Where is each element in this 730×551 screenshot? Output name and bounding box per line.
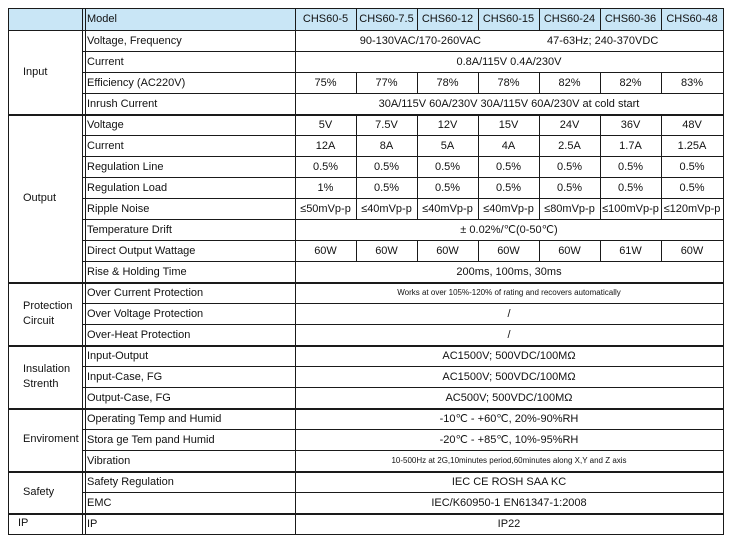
value-cell: 1.7A [619,139,642,152]
model-column-divider [417,156,418,177]
param-label: Over Voltage Protection [87,307,204,320]
model-column-divider [539,156,540,177]
value-cell: ≤40mVp-p [422,202,473,215]
model-column-divider [356,114,357,135]
span-cell: -10℃ - +60℃, 20%-90%RH [439,413,579,425]
model-header: CHS60-48 [661,8,723,30]
model-header: CHS60-12 [417,8,478,30]
param-label: Input-Output [87,349,149,362]
param-label: Over-Heat Protection [87,328,191,341]
param-label: Voltage, Frequency [87,34,182,47]
span-cell: 30A/115V 60A/230V 30A/115V 60A/230V at cold start [378,97,640,110]
value-cell: 0.5% [434,181,461,194]
span-cell: AC500V; 500VDC/100MΩ [445,391,573,404]
value-cell: ≤120mVp-p [663,202,721,215]
param-label: Regulation Line [87,160,164,173]
param-label: Regulation Load [87,181,168,194]
value-cell: 82% [619,76,642,89]
label-column-divider [82,8,83,534]
model-column-divider [600,156,601,177]
value-cell: 8A [379,139,394,152]
model-column-divider [600,198,601,219]
model-column-divider [600,240,601,261]
model-column-divider [356,72,357,93]
group-label-line: Insulation [23,362,71,375]
row-divider [82,177,723,178]
model-column-divider [661,156,662,177]
value-cell: 82% [558,76,581,89]
group-label-line: Enviroment [23,433,79,445]
model-column-divider [478,198,479,219]
row-divider [82,93,723,94]
value-cell: 1.25A [677,139,707,152]
param-label: Direct Output Wattage [87,244,196,257]
value-cell: 2.5A [558,139,581,152]
group-label [8,282,82,345]
value-cell: 0.5% [556,181,583,194]
span-part: 47-63Hz; 240-370VDC [546,34,659,47]
model-column-divider [478,135,479,156]
value-cell: 60W [680,244,704,257]
model-column-divider [417,198,418,219]
span-cell: IP22 [497,517,521,530]
param-label: Safety Regulation [87,475,174,488]
model-column-divider [539,240,540,261]
table-border-right [723,8,724,535]
value-cell: ≤50mVp-p [300,202,351,215]
row-divider [82,471,723,472]
header-divider [8,30,723,31]
row-divider [82,303,723,304]
model-column-divider [478,156,479,177]
model-column-divider [600,72,601,93]
table-border-top [8,8,724,9]
group-label-line: Circuit [23,314,55,327]
group-label-line: Safety [23,485,55,498]
group-label-line: IP [18,517,29,529]
model-column-divider [661,240,662,261]
span-cell: / [507,307,511,320]
value-cell: 12A [315,139,336,152]
table-border-left [8,8,9,534]
span-cell: 0.8A/115V 0.4A/230V [456,55,562,68]
group-label [8,471,82,513]
span-part: 90-130VAC/170-260VAC [359,34,481,47]
row-divider [82,429,723,430]
model-header: CHS60-15 [478,8,539,30]
row-divider [82,240,723,241]
row-divider [82,156,723,157]
group-label-line: Output [23,191,57,204]
table-border-bottom [8,534,724,535]
model-header: CHS60-7.5 [356,8,417,30]
model-column-divider [661,72,662,93]
model-column-divider [661,177,662,198]
model-column-divider [356,156,357,177]
row-divider [82,366,723,367]
row-divider [82,114,723,115]
model-column-divider [356,177,357,198]
model-label: Model [82,8,295,30]
span-cell: ± 0.02%/℃(0-50℃) [460,224,558,236]
value-cell: 0.5% [617,160,644,173]
value-cell: 61W [619,244,642,257]
param-label: Over Current Protection [87,286,204,299]
value-cell: 78% [497,76,520,89]
param-label: Current [87,55,124,68]
model-column-divider [661,198,662,219]
param-label: Current [87,139,124,152]
model-column-divider [539,8,540,30]
value-cell: 77% [375,76,398,89]
model-column-divider [417,114,418,135]
model-column-divider [356,240,357,261]
value-column-divider [295,8,296,534]
model-column-divider [478,72,479,93]
header-left-blank [8,8,82,30]
row-divider [82,51,723,52]
span-cell: IEC/K60950-1 EN61347-1:2008 [431,496,587,509]
span-cell: AC1500V; 500VDC/100MΩ [442,370,576,383]
model-column-divider [356,135,357,156]
value-cell: 12V [437,118,458,131]
param-label: Operating Temp and Humid [87,412,222,425]
group-label [8,408,82,471]
param-label: Voltage [87,118,124,131]
model-column-divider [600,177,601,198]
value-cell: 0.5% [434,160,461,173]
param-label: IP [87,517,98,530]
model-column-divider [478,114,479,135]
row-divider [82,72,723,73]
span-cell: / [507,328,511,341]
row-divider [82,198,723,199]
param-label: Efficiency (AC220V) [87,76,186,89]
row-divider [82,450,723,451]
param-label: Input-Case, FG [87,370,163,383]
value-cell: 60W [497,244,520,257]
model-header: CHS60-24 [539,8,600,30]
value-cell: ≤40mVp-p [361,202,412,215]
row-divider [82,387,723,388]
param-label: Vibration [87,454,131,467]
param-label: Temperature Drift [87,223,172,236]
value-cell: 0.5% [679,160,705,173]
value-cell: 83% [680,76,704,89]
model-column-divider [417,8,418,30]
value-cell: 0.5% [373,181,400,194]
value-cell: ≤100mVp-p [602,202,659,215]
value-cell: 7.5V [375,118,398,131]
value-cell: 0.5% [312,160,339,173]
span-cell: IEC CE ROSH SAA KC [451,475,567,488]
span-cell [295,30,723,51]
group-label [8,345,82,408]
group-label-line: Input [23,65,48,78]
model-column-divider [661,8,662,30]
model-column-divider [600,135,601,156]
group-label [8,513,82,534]
value-cell: 60W [314,244,337,257]
row-divider [82,282,723,283]
model-header: CHS60-36 [600,8,661,30]
model-column-divider [661,135,662,156]
value-cell: 60W [558,244,581,257]
value-cell: ≤40mVp-p [483,202,534,215]
param-label: Inrush Current [87,97,158,110]
model-column-divider [539,177,540,198]
value-cell: 48V [682,118,702,131]
model-column-divider [539,72,540,93]
value-cell: 36V [620,118,641,131]
row-divider [82,492,723,493]
model-column-divider [417,177,418,198]
value-cell: 15V [498,118,519,131]
label-column-divider-inner [85,8,86,534]
param-label: EMC [87,496,112,509]
value-cell: 24V [559,118,580,131]
group-label-line: Strenth [23,377,59,390]
row-divider [82,324,723,325]
span-cell: 10-500Hz at 2G,10minutes period,60minutes along X,Y and Z axis [391,456,627,465]
model-column-divider [661,114,662,135]
model-column-divider [417,72,418,93]
group-label [8,30,82,114]
value-cell: 0.5% [373,160,400,173]
row-divider [82,345,723,346]
value-cell: 0.5% [556,160,583,173]
value-cell: 78% [436,76,459,89]
model-column-divider [539,114,540,135]
value-cell: 0.5% [679,181,705,194]
model-column-divider [356,198,357,219]
value-cell: 5V [318,118,333,131]
model-header: CHS60-5 [295,8,356,30]
value-cell: 60W [375,244,398,257]
model-column-divider [478,240,479,261]
model-column-divider [417,240,418,261]
param-label: Output-Case, FG [87,391,171,404]
value-cell: ≤80mVp-p [544,202,595,215]
value-cell: 5A [440,139,455,152]
model-column-divider [356,8,357,30]
row-divider [82,408,723,409]
value-cell: 4A [501,139,516,152]
group-label [8,114,82,282]
row-divider [82,135,723,136]
value-cell: 75% [314,76,337,89]
param-label: Ripple Noise [87,202,150,215]
model-column-divider [600,8,601,30]
value-cell: 0.5% [495,181,522,194]
param-label: Rise & Holding Time [87,265,187,278]
value-cell: 60W [436,244,459,257]
value-cell: 0.5% [617,181,644,194]
param-label: Stora ge Tem pand Humid [87,433,215,446]
model-column-divider [478,177,479,198]
model-column-divider [539,135,540,156]
model-column-divider [600,114,601,135]
value-cell: 1% [317,181,334,194]
model-column-divider [478,8,479,30]
span-cell: -20℃ - +85℃, 10%-95%RH [439,434,579,446]
span-cell: Works at over 105%-120% of rating and recovers automatically [397,288,621,297]
row-divider [82,261,723,262]
value-cell: 0.5% [495,160,522,173]
group-label-line: Protection [23,299,73,312]
row-divider [82,219,723,220]
span-cell: AC1500V; 500VDC/100MΩ [442,349,576,362]
model-column-divider [417,135,418,156]
model-column-divider [539,198,540,219]
row-divider [82,513,723,514]
span-cell: 200ms, 100ms, 30ms [456,265,562,278]
